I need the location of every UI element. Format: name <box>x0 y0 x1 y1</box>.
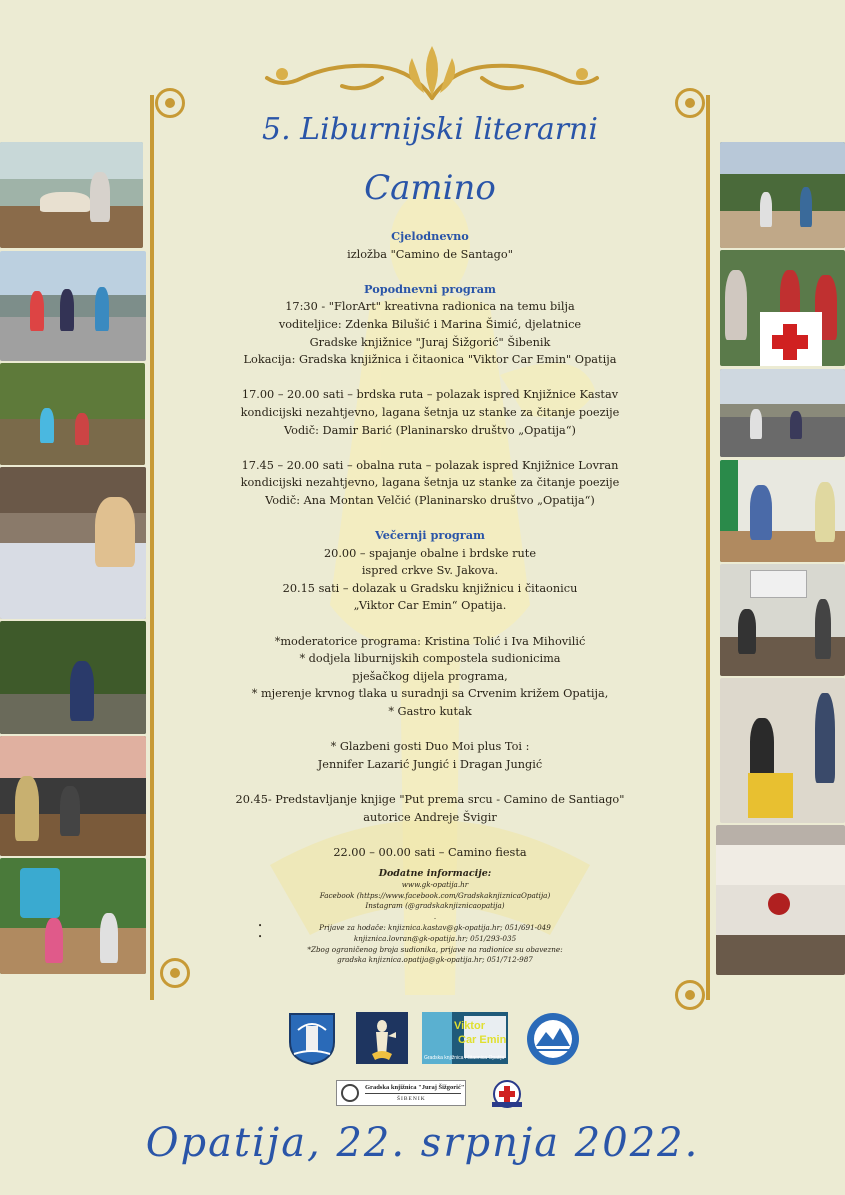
program-line: autorice Andreje Švigir <box>363 810 497 824</box>
frame-curl-bottom-left <box>160 958 190 988</box>
photo-craft-table <box>0 467 146 619</box>
library-viktor-car-emin-logo <box>422 1012 508 1064</box>
info-dot: . <box>433 912 437 922</box>
program-line: 17.00 – 20.00 sati – brdska ruta – polazak ispred Knjižnice Kastav <box>241 388 619 402</box>
sibenik-library-logo <box>336 1080 466 1106</box>
gold-ornament <box>262 38 602 108</box>
program-line: 20.45- Predstavljanje knjige "Put prema srcu - Camino de Santiago" <box>235 793 625 806</box>
program-line: 22.00 – 00.00 sati – Camino fiesta <box>333 845 527 859</box>
program-line: Vodič: Damir Barić (Planinarsko društvo „Opatija“) <box>284 423 576 437</box>
program-line: 17:30 - "FlorArt" kreativna radionica na temu bilja <box>285 300 575 314</box>
photo-park-gathering <box>720 142 845 248</box>
program-line: Gradske knjižnice "Juraj Šižgorić" Šibenik <box>309 335 551 349</box>
mountaineering-club-logo <box>526 1012 580 1066</box>
program-line: 20.15 sati – dolazak u Gradsku knjižnicu i čitaonicu <box>282 581 578 595</box>
library-subtitle: Gradska knjižnica i čitaonica Opatija <box>424 1055 505 1061</box>
info-line: *Zbog ograničenog broja sudionika, prijave na radionice su obavezne: <box>307 944 563 954</box>
info-website: www.gk-opatija.hr <box>401 879 469 889</box>
afternoon-heading: Popodnevni program <box>364 281 496 296</box>
photo-harbour-group <box>0 251 146 361</box>
all-day-heading: Cjelodnevno <box>391 229 469 243</box>
photo-music-concert <box>720 678 845 823</box>
photo-forest-walk <box>0 621 146 734</box>
photo-duo-performance <box>720 460 845 562</box>
program-line: Lokacija: Gradska knjižnica i čitaonica "Viktor Car Emin" Opatija <box>243 353 617 367</box>
program-content <box>170 228 690 861</box>
photo-library-workshop <box>0 142 143 248</box>
program-line: * Gastro kutak <box>388 705 472 719</box>
program-line: *moderatorice programa: Kristina Tolić i Iva Mihovilić <box>274 634 586 648</box>
program-line: „Viktor Car Emin“ Opatija. <box>353 599 507 613</box>
photo-evening-reading <box>0 736 146 856</box>
info-line: Prijave za hodače: knjiznica.kastav@gk-opatija.hr; 051/691-049 <box>319 922 551 932</box>
program-line: 20.00 – spajanje obalne i brdske rute <box>323 546 537 560</box>
red-cross-logo <box>488 1080 526 1108</box>
event-title-line1: 5. Liburnijski literarni <box>262 112 598 147</box>
program-line: voditeljice: Zdenka Bilušić i Marina Šimić, djelatnice <box>278 317 582 331</box>
photo-compostela-box <box>716 825 845 975</box>
program-line: Jennifer Lazarić Jungić i Dragan Jungić <box>317 757 543 771</box>
program-line: 17.45 – 20.00 sati – obalna ruta – polazak ispred Knjižnice Lovran <box>241 458 619 472</box>
event-title-line2: Camino <box>364 168 496 208</box>
photo-children-painting <box>0 858 146 974</box>
photo-street-crowd <box>720 369 845 457</box>
info-instagram: Instagram (@gradskaknjiznicaopatija) <box>365 901 505 911</box>
program-line: * dodjela liburnijskih compostela sudionicima <box>299 652 561 666</box>
program-line: * mjerenje krvnog tlaka u suradnji sa Crvenim križem Opatija, <box>251 687 609 701</box>
program-line: ispred crkve Sv. Jakova. <box>361 564 499 578</box>
all-day-text: izložba "Camino de Santago" <box>347 247 513 261</box>
info-line: gradska knjiznica.opatija@gk-opatija.hr; 051/712-987 <box>337 955 533 965</box>
photo-red-cross-stand <box>720 250 845 366</box>
photo-kids-garden <box>0 363 145 465</box>
bullet-icon: • <box>258 933 263 941</box>
additional-info <box>240 869 630 966</box>
bullet-icon: • <box>258 922 263 930</box>
program-line: Vodič: Ana Montan Velčić (Planinarsko društvo „Opatija“) <box>265 493 595 507</box>
info-facebook: Facebook (https://www.facebook.com/GradskaknjiznicaOpatija) <box>319 890 551 900</box>
sibenik-city: ŠIBENIK <box>397 1096 426 1102</box>
info-heading: Dodatne informacije: <box>378 868 492 879</box>
sibenik-library-name: Gradska knjižnica "Juraj Šižgorić" <box>365 1084 465 1091</box>
event-date-location: Opatija, 22. srpnja 2022. <box>145 1120 700 1166</box>
liburnian-camino-logo <box>356 1012 408 1064</box>
program-line: kondicijski nezahtjevno, lagana šetnja uz stanke za čitanje poezije <box>240 405 620 419</box>
evening-heading: Večernji program <box>375 528 485 543</box>
program-line: * Glazbeni gosti Duo Moi plus Toi : <box>330 740 530 754</box>
info-line: knjiznica.lovran@gk-opatija.hr; 051/293-035 <box>353 933 517 943</box>
program-line: kondicijski nezahtjevno, lagana šetnja uz stanke za čitanje poezije <box>240 476 620 490</box>
photo-book-presentation <box>720 564 845 676</box>
opatija-coat-of-arms-logo <box>288 1012 336 1066</box>
library-name-line2: Car Emin <box>458 1034 507 1046</box>
program-line: pješačkog dijela programa, <box>352 669 508 683</box>
frame-curl-bottom-right <box>675 980 705 1010</box>
library-name-line1: Viktor <box>454 1020 485 1032</box>
